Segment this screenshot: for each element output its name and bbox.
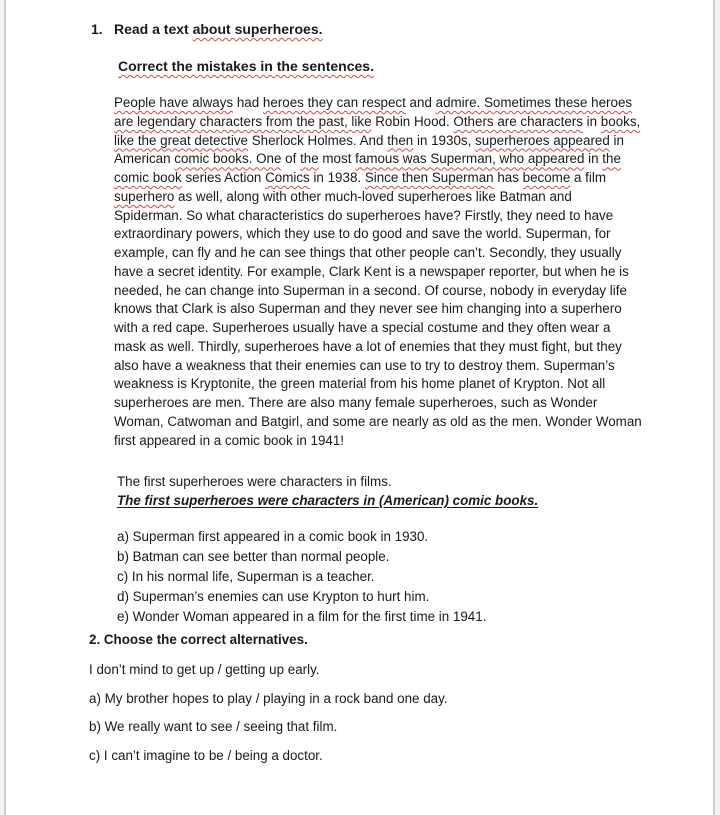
text-line: extraordinary powers, which they use to do good and save the world. Superman, for: [114, 226, 611, 242]
example-wrong-sentence: The first superheroes were characters in films.: [117, 474, 392, 489]
exercise-1-item-a: a) Superman first appeared in a comic book in 1930.: [117, 529, 429, 544]
flagged-words: superhero: [114, 188, 175, 204]
flagged-words: heroes they can respect: [262, 95, 406, 110]
exercise-1-item-b: b) Batman can see better than normal people.: [117, 549, 390, 564]
exercise-1-items: [117, 527, 486, 627]
exercise-1-item-d: d) Superman’s enemies can use Krypton to hurt him.: [117, 589, 430, 604]
flagged-words: superheroes appeared: [475, 132, 610, 148]
exercise-1-heading: [91, 21, 323, 37]
text-line: comic book series Action Comics in 1938. Since then Superman has become a film: [114, 170, 606, 185]
flagged-words: like the great detective: [114, 132, 248, 148]
text-line: superheroes are men. There are also many female superheroes, such as Wonder: [114, 395, 598, 410]
exercise-2-example: I don’t mind to get up / getting up early.: [89, 662, 320, 677]
text-line: superhero as well, along with other much-loved superheroes like Batman and: [114, 188, 572, 204]
flagged-words: comic book: [114, 170, 182, 185]
exercise-1-item-e: e) Wonder Woman appeared in a film for the first time in 1941.: [117, 609, 487, 624]
flagged-words: famous was Superman, who appeared: [355, 151, 585, 167]
exercise-1-number: 1.: [91, 21, 103, 37]
text-line: American comic books. One of the most famous was Superman, who appeared in the: [114, 151, 621, 167]
exercise-2-items: [89, 660, 448, 774]
flagged-words: then: [387, 132, 414, 148]
flagged-words: books,: [600, 113, 641, 129]
exercise-1-instruction: Correct the mistakes in the sentences.: [118, 58, 374, 74]
flagged-words: Since then Superman: [364, 170, 494, 185]
reading-text: [114, 94, 642, 450]
text-line: mask as well. Thirdly, superheroes have a lot of enemies that they must fight, but they: [114, 338, 622, 354]
text-line: knows that Clark is also Superman and they never see him changing into a superhero: [114, 301, 622, 317]
text-line: example, can fly and he can see things that other people can’t. Secondly, they usually: [114, 245, 622, 260]
text-line: Woman, Catwoman and Batgirl, and some are nearly as old as the men. Wonder Woman: [114, 413, 642, 429]
text-line: are legendary characters from the past, like Robin Hood. Others are characters in books,: [114, 113, 641, 129]
exercise-1-title: Read a text: [114, 21, 193, 37]
text-line: with a red cape. Superheroes usually have a special costume and they often wear a: [114, 320, 611, 335]
exercise-2-heading: 2. Choose the correct alternatives.: [89, 632, 308, 647]
exercise-2-item-c: c) I can’t imagine to be / being a doctor.: [89, 747, 323, 763]
text-line: like the great detective Sherlock Holmes. And then in 1930s, superheroes appeared in: [114, 132, 624, 148]
flagged-words: are legendary characters from the past, like: [114, 113, 372, 129]
page-margin-right: [715, 0, 720, 815]
page-border-left: [4, 0, 6, 815]
exercise-2-item-b: b) We really want to see / seeing that film.: [89, 719, 338, 734]
flagged-words: comic books. One: [174, 151, 282, 167]
exercise-2-item-a: a) My brother hopes to play / playing in a rock band one day.: [89, 690, 448, 706]
text-line: needed, he can change into Superman in a second. Of course, nobody in everyday life: [114, 282, 627, 298]
text-line: have a secret identity. For example, Clark Kent is a newspaper reporter, but when he is: [114, 263, 629, 279]
text-line: weakness is Kryptonite, the green material from his home planet of Krypton. Not all: [114, 376, 606, 392]
text-line: also have a weakness that their enemies can use to try to destroy them. Superman’s: [114, 357, 615, 373]
text-line: Spiderman. So what characteristics do superheroes have? Firstly, they need to have: [114, 207, 614, 223]
text-line: first appeared in a comic book in 1941!: [114, 432, 345, 448]
flagged-words: Others are characters: [453, 113, 583, 129]
flagged-words: People have always: [114, 95, 234, 110]
flagged-words: the: [602, 151, 621, 167]
flagged-words: admire. Sometimes these heroes: [435, 95, 633, 110]
example-block: [117, 472, 538, 510]
exercise-1-item-c: c) In his normal life, Superman is a teacher.: [117, 569, 375, 584]
exercise-1-title-flagged: about superheroes.: [192, 21, 323, 37]
flagged-words: Comics: [265, 170, 310, 185]
flagged-words: the: [300, 151, 319, 167]
example-corrected-sentence: The first superheroes were characters in (American) comic books.: [117, 493, 539, 508]
text-line: People have always had heroes they can respect and admire. Sometimes these heroes: [114, 95, 633, 110]
flagged-words: become: [522, 170, 571, 185]
